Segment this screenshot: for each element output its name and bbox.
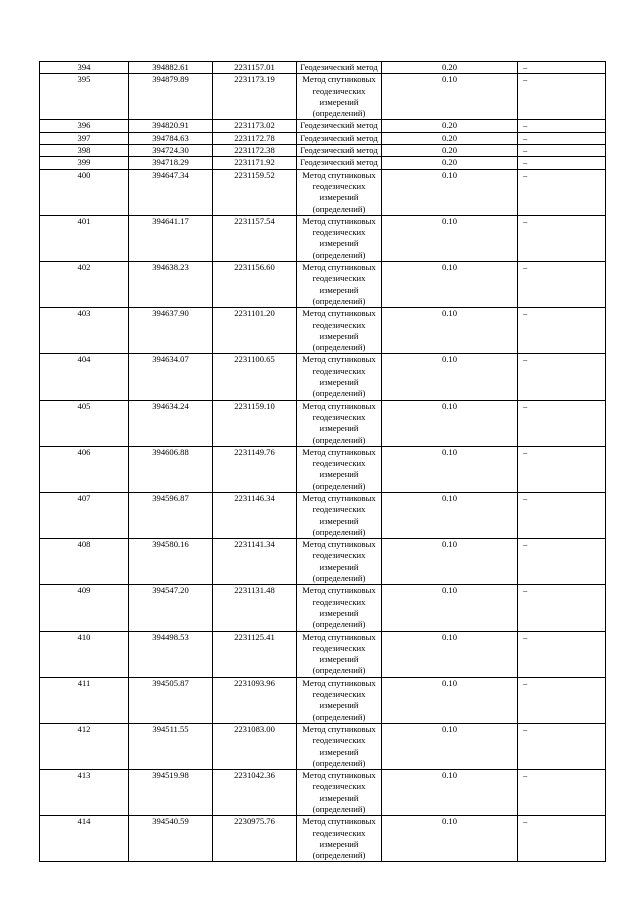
note-cell: – bbox=[518, 816, 606, 862]
y-coordinate-cell: 2231149.76 bbox=[213, 446, 297, 492]
accuracy-cell: 0.10 bbox=[382, 631, 518, 677]
x-coordinate-cell: 394519.98 bbox=[129, 770, 213, 816]
accuracy-cell: 0.10 bbox=[382, 492, 518, 538]
table-row bbox=[40, 145, 606, 157]
table-row bbox=[40, 400, 606, 446]
table-row bbox=[40, 539, 606, 585]
y-coordinate-cell: 2231083.00 bbox=[213, 723, 297, 769]
note-cell: – bbox=[518, 74, 606, 120]
accuracy-cell: 0.10 bbox=[382, 723, 518, 769]
accuracy-cell: 0.10 bbox=[382, 677, 518, 723]
note-cell: – bbox=[518, 157, 606, 169]
note-cell: – bbox=[518, 400, 606, 446]
x-coordinate-cell: 394638.23 bbox=[129, 262, 213, 308]
table-row bbox=[40, 132, 606, 144]
method-cell: Метод спутниковых геодезических измерений (определений) bbox=[297, 770, 382, 816]
accuracy-cell: 0.10 bbox=[382, 816, 518, 862]
point-number-cell: 404 bbox=[40, 354, 129, 400]
accuracy-cell: 0.10 bbox=[382, 215, 518, 261]
note-cell: – bbox=[518, 62, 606, 74]
x-coordinate-cell: 394641.17 bbox=[129, 215, 213, 261]
note-cell: – bbox=[518, 215, 606, 261]
point-number-cell: 400 bbox=[40, 169, 129, 215]
y-coordinate-cell: 2231157.01 bbox=[213, 62, 297, 74]
note-cell: – bbox=[518, 723, 606, 769]
accuracy-cell: 0.10 bbox=[382, 539, 518, 585]
method-cell: Метод спутниковых геодезических измерений (определений) bbox=[297, 262, 382, 308]
y-coordinate-cell: 2231125.41 bbox=[213, 631, 297, 677]
accuracy-cell: 0.10 bbox=[382, 74, 518, 120]
note-cell: – bbox=[518, 262, 606, 308]
y-coordinate-cell: 2231171.92 bbox=[213, 157, 297, 169]
y-coordinate-cell: 2231141.34 bbox=[213, 539, 297, 585]
table-row bbox=[40, 677, 606, 723]
table-row bbox=[40, 169, 606, 215]
x-coordinate-cell: 394634.07 bbox=[129, 354, 213, 400]
point-number-cell: 411 bbox=[40, 677, 129, 723]
method-cell: Метод спутниковых геодезических измерений (определений) bbox=[297, 215, 382, 261]
y-coordinate-cell: 2231093.96 bbox=[213, 677, 297, 723]
point-number-cell: 413 bbox=[40, 770, 129, 816]
point-number-cell: 410 bbox=[40, 631, 129, 677]
point-number-cell: 401 bbox=[40, 215, 129, 261]
table-row bbox=[40, 74, 606, 120]
x-coordinate-cell: 394596.87 bbox=[129, 492, 213, 538]
point-number-cell: 396 bbox=[40, 120, 129, 132]
table-row bbox=[40, 157, 606, 169]
y-coordinate-cell: 2231131.48 bbox=[213, 585, 297, 631]
accuracy-cell: 0.20 bbox=[382, 132, 518, 144]
y-coordinate-cell: 2231101.20 bbox=[213, 308, 297, 354]
x-coordinate-cell: 394647.34 bbox=[129, 169, 213, 215]
point-number-cell: 397 bbox=[40, 132, 129, 144]
accuracy-cell: 0.20 bbox=[382, 157, 518, 169]
method-cell: Метод спутниковых геодезических измерений (определений) bbox=[297, 446, 382, 492]
method-cell: Метод спутниковых геодезических измерений (определений) bbox=[297, 492, 382, 538]
method-cell: Метод спутниковых геодезических измерений (определений) bbox=[297, 539, 382, 585]
coordinates-table bbox=[39, 61, 606, 862]
table-row bbox=[40, 492, 606, 538]
note-cell: – bbox=[518, 169, 606, 215]
y-coordinate-cell: 2231172.38 bbox=[213, 145, 297, 157]
table-row bbox=[40, 62, 606, 74]
x-coordinate-cell: 394879.89 bbox=[129, 74, 213, 120]
table-row bbox=[40, 308, 606, 354]
point-number-cell: 394 bbox=[40, 62, 129, 74]
accuracy-cell: 0.10 bbox=[382, 262, 518, 308]
table-row bbox=[40, 816, 606, 862]
accuracy-cell: 0.10 bbox=[382, 169, 518, 215]
point-number-cell: 403 bbox=[40, 308, 129, 354]
x-coordinate-cell: 394882.61 bbox=[129, 62, 213, 74]
point-number-cell: 395 bbox=[40, 74, 129, 120]
point-number-cell: 405 bbox=[40, 400, 129, 446]
note-cell: – bbox=[518, 770, 606, 816]
table-row bbox=[40, 354, 606, 400]
method-cell: Геодезический метод bbox=[297, 132, 382, 144]
note-cell: – bbox=[518, 631, 606, 677]
accuracy-cell: 0.10 bbox=[382, 308, 518, 354]
table-row bbox=[40, 585, 606, 631]
table-row bbox=[40, 770, 606, 816]
table-row bbox=[40, 723, 606, 769]
x-coordinate-cell: 394606.88 bbox=[129, 446, 213, 492]
method-cell: Геодезический метод bbox=[297, 145, 382, 157]
point-number-cell: 414 bbox=[40, 816, 129, 862]
note-cell: – bbox=[518, 539, 606, 585]
method-cell: Метод спутниковых геодезических измерений (определений) bbox=[297, 585, 382, 631]
method-cell: Метод спутниковых геодезических измерений (определений) bbox=[297, 631, 382, 677]
note-cell: – bbox=[518, 145, 606, 157]
x-coordinate-cell: 394547.20 bbox=[129, 585, 213, 631]
accuracy-cell: 0.10 bbox=[382, 585, 518, 631]
y-coordinate-cell: 2231146.34 bbox=[213, 492, 297, 538]
method-cell: Метод спутниковых геодезических измерений (определений) bbox=[297, 74, 382, 120]
point-number-cell: 399 bbox=[40, 157, 129, 169]
method-cell: Геодезический метод bbox=[297, 62, 382, 74]
point-number-cell: 402 bbox=[40, 262, 129, 308]
y-coordinate-cell: 2231159.52 bbox=[213, 169, 297, 215]
point-number-cell: 412 bbox=[40, 723, 129, 769]
method-cell: Геодезический метод bbox=[297, 120, 382, 132]
x-coordinate-cell: 394784.63 bbox=[129, 132, 213, 144]
y-coordinate-cell: 2231172.78 bbox=[213, 132, 297, 144]
point-number-cell: 407 bbox=[40, 492, 129, 538]
y-coordinate-cell: 2231100.65 bbox=[213, 354, 297, 400]
x-coordinate-cell: 394505.87 bbox=[129, 677, 213, 723]
x-coordinate-cell: 394718.29 bbox=[129, 157, 213, 169]
point-number-cell: 398 bbox=[40, 145, 129, 157]
table-row bbox=[40, 215, 606, 261]
accuracy-cell: 0.10 bbox=[382, 446, 518, 492]
method-cell: Метод спутниковых геодезических измерений (определений) bbox=[297, 354, 382, 400]
x-coordinate-cell: 394634.24 bbox=[129, 400, 213, 446]
note-cell: – bbox=[518, 492, 606, 538]
accuracy-cell: 0.20 bbox=[382, 120, 518, 132]
method-cell: Метод спутниковых геодезических измерений (определений) bbox=[297, 400, 382, 446]
table-row bbox=[40, 120, 606, 132]
accuracy-cell: 0.10 bbox=[382, 354, 518, 400]
table-row bbox=[40, 631, 606, 677]
x-coordinate-cell: 394580.16 bbox=[129, 539, 213, 585]
x-coordinate-cell: 394637.90 bbox=[129, 308, 213, 354]
y-coordinate-cell: 2231159.10 bbox=[213, 400, 297, 446]
y-coordinate-cell: 2231156.60 bbox=[213, 262, 297, 308]
point-number-cell: 406 bbox=[40, 446, 129, 492]
y-coordinate-cell: 2231157.54 bbox=[213, 215, 297, 261]
method-cell: Метод спутниковых геодезических измерений (определений) bbox=[297, 816, 382, 862]
x-coordinate-cell: 394498.53 bbox=[129, 631, 213, 677]
method-cell: Метод спутниковых геодезических измерений (определений) bbox=[297, 169, 382, 215]
method-cell: Метод спутниковых геодезических измерений (определений) bbox=[297, 677, 382, 723]
note-cell: – bbox=[518, 354, 606, 400]
table-row bbox=[40, 446, 606, 492]
accuracy-cell: 0.20 bbox=[382, 62, 518, 74]
y-coordinate-cell: 2231173.02 bbox=[213, 120, 297, 132]
x-coordinate-cell: 394511.55 bbox=[129, 723, 213, 769]
accuracy-cell: 0.10 bbox=[382, 400, 518, 446]
note-cell: – bbox=[518, 120, 606, 132]
method-cell: Геодезический метод bbox=[297, 157, 382, 169]
y-coordinate-cell: 2231173.19 bbox=[213, 74, 297, 120]
note-cell: – bbox=[518, 677, 606, 723]
note-cell: – bbox=[518, 585, 606, 631]
x-coordinate-cell: 394724.30 bbox=[129, 145, 213, 157]
note-cell: – bbox=[518, 132, 606, 144]
method-cell: Метод спутниковых геодезических измерений (определений) bbox=[297, 308, 382, 354]
method-cell: Метод спутниковых геодезических измерений (определений) bbox=[297, 723, 382, 769]
x-coordinate-cell: 394540.59 bbox=[129, 816, 213, 862]
point-number-cell: 408 bbox=[40, 539, 129, 585]
note-cell: – bbox=[518, 308, 606, 354]
note-cell: – bbox=[518, 446, 606, 492]
accuracy-cell: 0.10 bbox=[382, 770, 518, 816]
y-coordinate-cell: 2231042.36 bbox=[213, 770, 297, 816]
table-row bbox=[40, 262, 606, 308]
table-body bbox=[40, 62, 606, 862]
accuracy-cell: 0.20 bbox=[382, 145, 518, 157]
y-coordinate-cell: 2230975.76 bbox=[213, 816, 297, 862]
point-number-cell: 409 bbox=[40, 585, 129, 631]
x-coordinate-cell: 394820.91 bbox=[129, 120, 213, 132]
